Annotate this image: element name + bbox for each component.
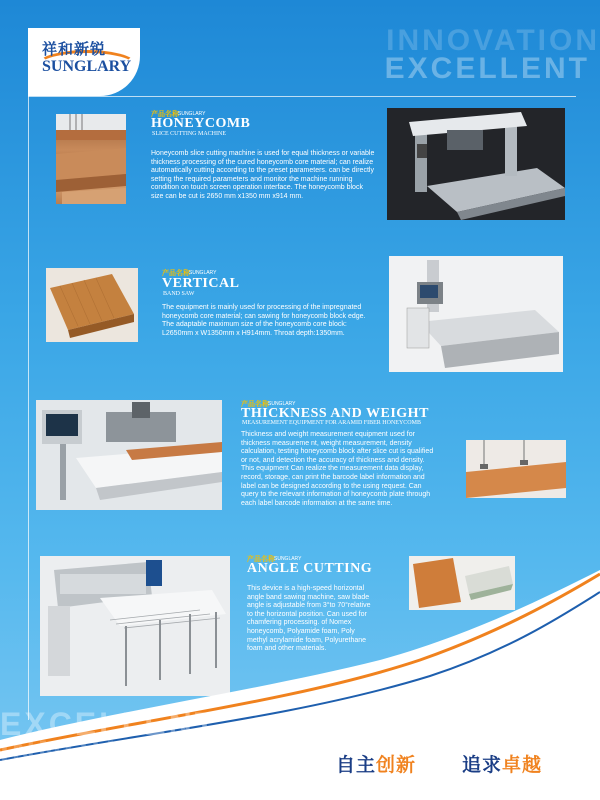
section1-tag-cn: 产品名称 [151,111,179,118]
slogan-part4: 卓越 [502,755,543,776]
band-saw-machine-photo [389,256,563,372]
section3-tag-cn: 产品名称 [241,401,269,408]
logo-chinese-name: 祥和新锐 [42,41,107,58]
slogan-right [462,750,542,777]
section2-subtitle: BAND SAW [163,291,195,297]
section2-tag-en: SUNGLARY [189,270,217,276]
band-saw-sample-photo [46,268,138,342]
slogan-part3: 追求 [462,755,503,776]
section3-subtitle: MEASUREMENT EQUIPMENT FOR ARAMID FIBER HONEYCOMB [242,420,421,426]
watermark-bottom-line2: INNOVATION [0,734,227,770]
slogan-left [336,750,416,777]
section3-title: THICKNESS AND WEIGHT [241,406,429,421]
section1-title: HONEYCOMB [151,116,251,131]
section2-description: The equipment is mainly used for processing of the impregnated honeycomb core material; can sawing for honeycomb block edge. The adaptable maximum size of the honeycomb core block: L2650mm x W1350mm x H914mm. Throat depth:1350mm. [162,304,366,337]
company-logo [28,28,140,96]
slogan-part2: 创新 [376,755,417,776]
section3-tag-en: SUNGLARY [268,401,296,407]
section4-title: ANGLE CUTTING [247,561,373,576]
section4-tag-en: SUNGLARY [274,556,302,562]
watermark-top-line1: INNOVATION [386,24,600,57]
section1-subtitle: SLICE CUTTING MACHINE [152,131,226,137]
thickness-detail-photo [466,440,566,498]
thickness-equipment-photo [36,400,222,510]
watermark-top-line2: EXCELLENT [384,52,590,85]
logo-english-name: SUNGLARY [42,58,132,75]
section2-tag-cn: 产品名称 [162,270,190,277]
section1-tag-en: SUNGLARY [178,111,206,117]
section2-title: VERTICAL [162,276,240,291]
watermark-bottom-line1: EXCELLENT [0,706,218,742]
section4-description: This device is a high-speed horizontal angle band sawing machine, saw blade angle is adjustable from 3°to 70°relative to the horizontal position. Can used for chamfering processing. of Nomex honeycomb, Polyamide foam, Poly methyl acrylamide foam, Polyurethane foam and other materials. [247,585,371,653]
honeycomb-slice-photo [56,114,126,204]
section4-tag-cn: 产品名称 [247,556,275,563]
slogan-part1: 自主 [336,755,377,776]
section1-description: Honeycomb slice cutting machine is used for equal thickness or variable thickness processing of the cured honeycomb core material; can realize automatically cutting according to the preset parameters. can be directly setting the required parameters and monitor the machine running condition on touch screen operation interface. The honeycomb block size can be cut is 2650 mm x1350 mm x914 mm. [151,150,375,200]
section3-description: Thickness and weight measurement equipment used for thickness measureme nt, weight measurement, density calculation, testing honeycomb block after slice cut is qualified or not, and detection the accuracy of thickness and density. This equipment Can realize the measurement data display, record, storage, can print the barcode label information and label can be designed according to the using request. Can query to the relevant information of honeycomb plate through each label barcode information at the same time. [241,431,434,507]
frame-line-horizontal [28,96,576,97]
honeycomb-machine-photo [387,108,565,220]
